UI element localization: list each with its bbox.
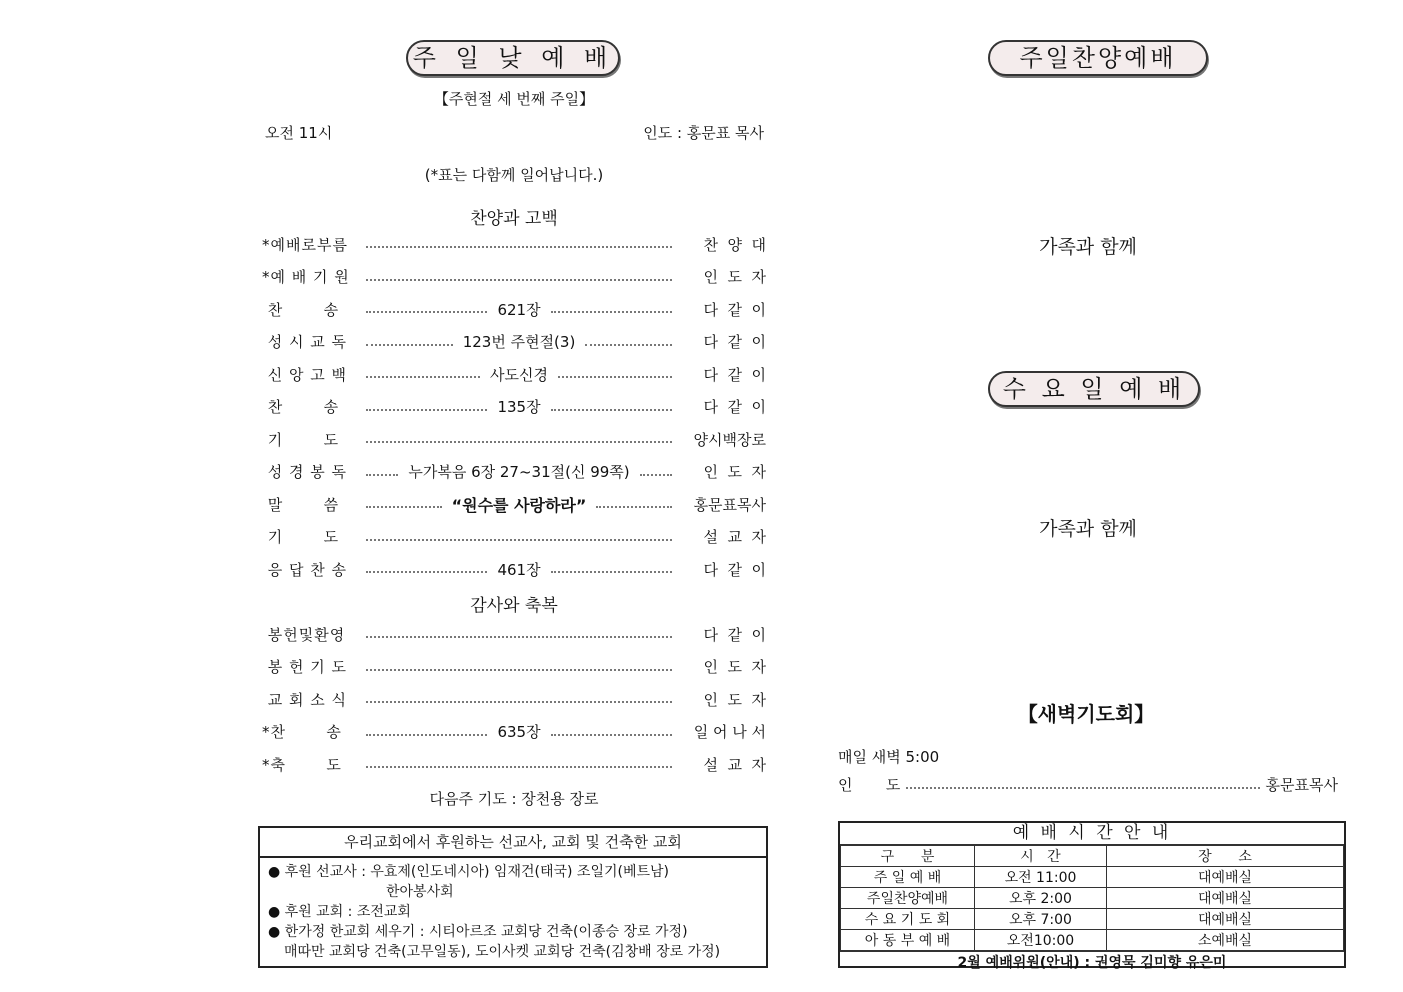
order-item <box>262 753 766 775</box>
schedule-cell: 수 요 기 도 회 <box>841 909 975 930</box>
schedule-cell: 대예배실 <box>1107 909 1344 930</box>
schedule-cell: 오전 11:00 <box>975 867 1107 888</box>
section-thanks-blessing: 감사와 축복 <box>470 596 558 616</box>
order-item-name: 응 답 찬 송 <box>262 560 348 579</box>
dotted-leader <box>366 311 487 313</box>
order-item <box>262 461 766 483</box>
order-item-name: *예배로부름 <box>262 235 348 254</box>
order-item <box>262 428 766 450</box>
dotted-leader <box>366 701 672 703</box>
dotted-leader <box>366 669 672 671</box>
order-item-name: 기 도 <box>262 430 340 449</box>
order-item-person: 인 도 자 <box>703 463 766 481</box>
support-missionaries: ● 후원 선교사 : 우효제(인도네시아) 임재건(태국) 조일기(베트남) <box>268 864 669 880</box>
order-item <box>262 721 766 743</box>
order-item-person: 다 같 이 <box>703 333 767 351</box>
schedule-header-cell: 구 분 <box>841 846 975 867</box>
dotted-leader <box>585 344 672 346</box>
schedule-row <box>841 867 1344 888</box>
dotted-leader <box>366 636 672 638</box>
dotted-leader <box>366 571 487 573</box>
service-leader: 인도 : 홍문표 목사 <box>643 124 764 142</box>
schedule-header-cell: 장 소 <box>1107 846 1344 867</box>
order-item-detail: 123번 주현절(3) <box>462 333 576 351</box>
dawn-lead-who: 홍문표목사 <box>1265 776 1338 794</box>
order-item-person: 홍문표목사 <box>693 495 767 514</box>
support-building: ● 한가정 한교회 세우기 : 시티아르조 교회당 건축(이종승 장로 가정) <box>268 924 688 940</box>
dawn-prayer-lead <box>838 774 1338 795</box>
order-item-detail: 사도신경 <box>490 365 548 384</box>
order-item <box>262 688 766 710</box>
order-item-person: 다 같 이 <box>703 398 766 416</box>
dotted-leader <box>551 409 672 411</box>
order-item-person: 다 같 이 <box>703 625 766 644</box>
order-item-name: *축 도 <box>262 755 342 774</box>
dotted-leader <box>366 344 453 346</box>
order-item-name: 성 시 교 독 <box>262 333 348 351</box>
order-item-name: 봉 헌 기 도 <box>262 658 348 676</box>
order-item-person: 다 같 이 <box>703 300 766 319</box>
order-item <box>262 656 766 678</box>
schedule-cell: 오전10:00 <box>975 930 1107 951</box>
dawn-lead-label: 인 도 <box>838 776 901 794</box>
dotted-leader <box>366 409 487 411</box>
praise-service-body: 가족과 함께 <box>1039 236 1137 258</box>
schedule-row <box>841 888 1344 909</box>
order-item-person: 일 어 나 서 <box>693 723 766 741</box>
standing-note: (*표는 다함께 일어납니다.) <box>424 166 604 184</box>
wednesday-service-body: 가족과 함께 <box>1039 518 1137 540</box>
dotted-leader <box>366 474 398 476</box>
schedule-title: 예 배 시 간 안 내 <box>840 823 1344 845</box>
order-item-detail: 621장 <box>497 300 541 319</box>
order-item-person: 설 교 자 <box>703 755 766 774</box>
order-item <box>262 396 766 418</box>
schedule-row <box>841 909 1344 930</box>
order-item-detail: 135장 <box>497 398 541 416</box>
schedule-box <box>838 821 1346 971</box>
dawn-prayer-title: 【새벽기도회】 <box>1017 702 1155 726</box>
praise-service-title: 주일찬양예배 <box>988 40 1208 76</box>
order-item-name: 교 회 소 식 <box>262 690 348 709</box>
schedule-cell: 주일찬양예배 <box>841 888 975 909</box>
order-item-person: 인 도 자 <box>703 268 766 286</box>
order-item-name: *찬 송 <box>262 723 342 741</box>
dotted-leader <box>366 279 672 281</box>
order-item <box>262 298 766 320</box>
order-item <box>262 363 766 385</box>
order-item-detail: “원수를 사랑하라” <box>451 495 587 515</box>
dotted-leader <box>551 734 672 736</box>
order-item-name: 신 앙 고 백 <box>262 365 348 384</box>
schedule-cell: 아 동 부 예 배 <box>841 930 975 951</box>
order-item <box>262 526 766 548</box>
service-time: 오전 11시 <box>265 124 333 142</box>
dotted-leader <box>596 506 672 508</box>
order-item-detail: 누가복음 6장 27~31절(신 99쪽) <box>408 463 630 481</box>
schedule-cell: 오후 2:00 <box>975 888 1107 909</box>
schedule-footer: 2월 예배위원(안내) : 권영묵 김미향 유은미 <box>840 951 1344 974</box>
order-item-person: 찬 양 대 <box>703 235 766 254</box>
support-missionaries-cont: 한아봉사회 <box>386 884 454 900</box>
wednesday-service-title: 수 요 일 예 배 <box>988 371 1200 407</box>
order-item <box>262 493 766 515</box>
order-item-person: 양시백장로 <box>693 430 766 449</box>
order-item-detail: 635장 <box>497 723 541 741</box>
order-item-name: 기 도 <box>262 528 340 546</box>
dawn-prayer-time: 매일 새벽 5:00 <box>838 748 940 766</box>
order-item-person: 인 도 자 <box>703 658 766 676</box>
order-item-name: 찬 송 <box>262 398 340 416</box>
schedule-row <box>841 930 1344 951</box>
support-box <box>258 826 768 968</box>
service-subtitle: 【주현절 세 번째 주일】 <box>433 90 595 108</box>
order-item-detail: 461장 <box>497 560 541 579</box>
dotted-leader <box>558 376 672 378</box>
next-prayer: 다음주 기도 : 장천용 장로 <box>429 790 599 808</box>
dotted-leader <box>366 441 672 443</box>
support-churches: ● 후원 교회 : 조전교회 <box>268 904 411 920</box>
schedule-cell: 주 일 예 배 <box>841 867 975 888</box>
dotted-leader <box>366 506 442 508</box>
schedule-cell: 대예배실 <box>1107 888 1344 909</box>
sunday-service-title: 주 일 낮 예 배 <box>406 40 620 76</box>
order-item-person: 다 같 이 <box>703 365 766 384</box>
order-item-name: *예 배 기 원 <box>262 268 350 286</box>
order-item-person: 다 같 이 <box>703 560 766 579</box>
order-item-person: 설 교 자 <box>703 528 766 546</box>
order-item <box>262 233 766 255</box>
dotted-leader <box>366 246 672 248</box>
order-item-name: 성 경 봉 독 <box>262 463 348 481</box>
schedule-cell: 소예배실 <box>1107 930 1344 951</box>
order-item-person: 인 도 자 <box>703 690 766 709</box>
section-praise-confession: 찬양과 고백 <box>470 209 558 229</box>
order-item <box>262 623 766 645</box>
schedule-cell: 대예배실 <box>1107 867 1344 888</box>
dotted-leader <box>551 571 672 573</box>
dotted-leader <box>366 734 487 736</box>
schedule-cell: 오후 7:00 <box>975 909 1107 930</box>
dotted-leader <box>366 376 480 378</box>
order-item-name: 봉헌및환영 <box>262 625 346 644</box>
order-item-name: 말 씀 <box>262 495 340 514</box>
schedule-table <box>840 845 1344 951</box>
dotted-leader <box>640 474 672 476</box>
dotted-leader <box>366 766 672 768</box>
dotted-leader <box>551 311 672 313</box>
order-item-name: 찬 송 <box>262 300 340 319</box>
schedule-header-cell: 시 간 <box>975 846 1107 867</box>
order-item <box>262 331 766 353</box>
order-item <box>262 558 766 580</box>
support-box-title: 우리교회에서 후원하는 선교사, 교회 및 건축한 교회 <box>260 828 766 858</box>
support-building-cont: 매따만 교회당 건축(고무일동), 도이사켓 교회당 건축(김창배 장로 가정) <box>284 944 721 960</box>
dotted-leader <box>366 539 672 541</box>
order-item <box>262 266 766 288</box>
